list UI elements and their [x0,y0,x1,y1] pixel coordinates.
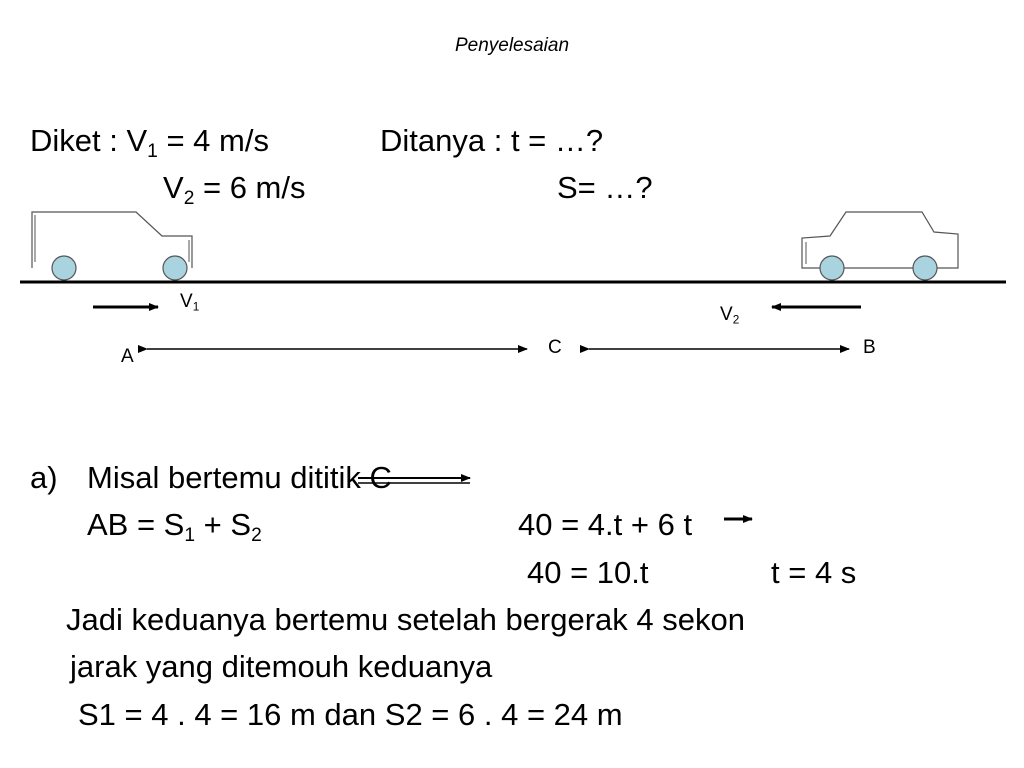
conclusion-line-3: S1 = 4 . 4 = 16 m dan S2 = 6 . 4 = 24 m [78,697,623,732]
ab-mid: + S [195,507,252,542]
ab-sub1: 1 [184,524,196,546]
point-b-label: B [863,337,876,358]
car-b-icon [802,212,958,280]
point-a-label: A [121,346,134,367]
v1-label-sub: 1 [192,300,200,314]
slide-title: Penyelesaian [454,35,570,56]
ab-sub2: 2 [251,524,262,546]
v2-label [720,304,740,327]
v1-label-symbol: V [180,291,193,312]
v1-subscript: 1 [147,140,158,162]
v2-value: = 6 m/s [194,170,306,205]
point-c-label: C [548,337,562,358]
car-a-icon [32,212,192,280]
part-a-label: a) [30,460,58,495]
assumption-struck: dititik C [290,460,392,495]
diket-label: Diket : [30,123,127,158]
v1-symbol: V [126,123,148,158]
v1-value: = 4 m/s [157,123,269,158]
equation-1: 40 = 4.t + 6 t [518,507,693,542]
assumption-text: Misal bertemu [87,460,291,495]
ab-equation [87,507,262,546]
v2-symbol: V [163,170,184,205]
v2-subscript: 2 [183,187,195,209]
conclusion-line-1: Jadi keduanya bertemu setelah bergerak 4 sekon [66,602,745,637]
ab-prefix: AB = S [87,507,185,542]
v2-label-symbol: V [720,304,733,325]
v1-label [180,291,200,314]
asked-t: Ditanya : t = …? [380,123,604,158]
equation-3: t = 4 s [771,555,857,590]
equation-2: 40 = 10.t [527,555,649,590]
v2-label-sub: 2 [732,313,740,327]
assumption-line [87,462,392,493]
conclusion-line-2: jarak yang ditemouh keduanya [70,649,493,684]
asked-s: S= …? [557,170,653,205]
